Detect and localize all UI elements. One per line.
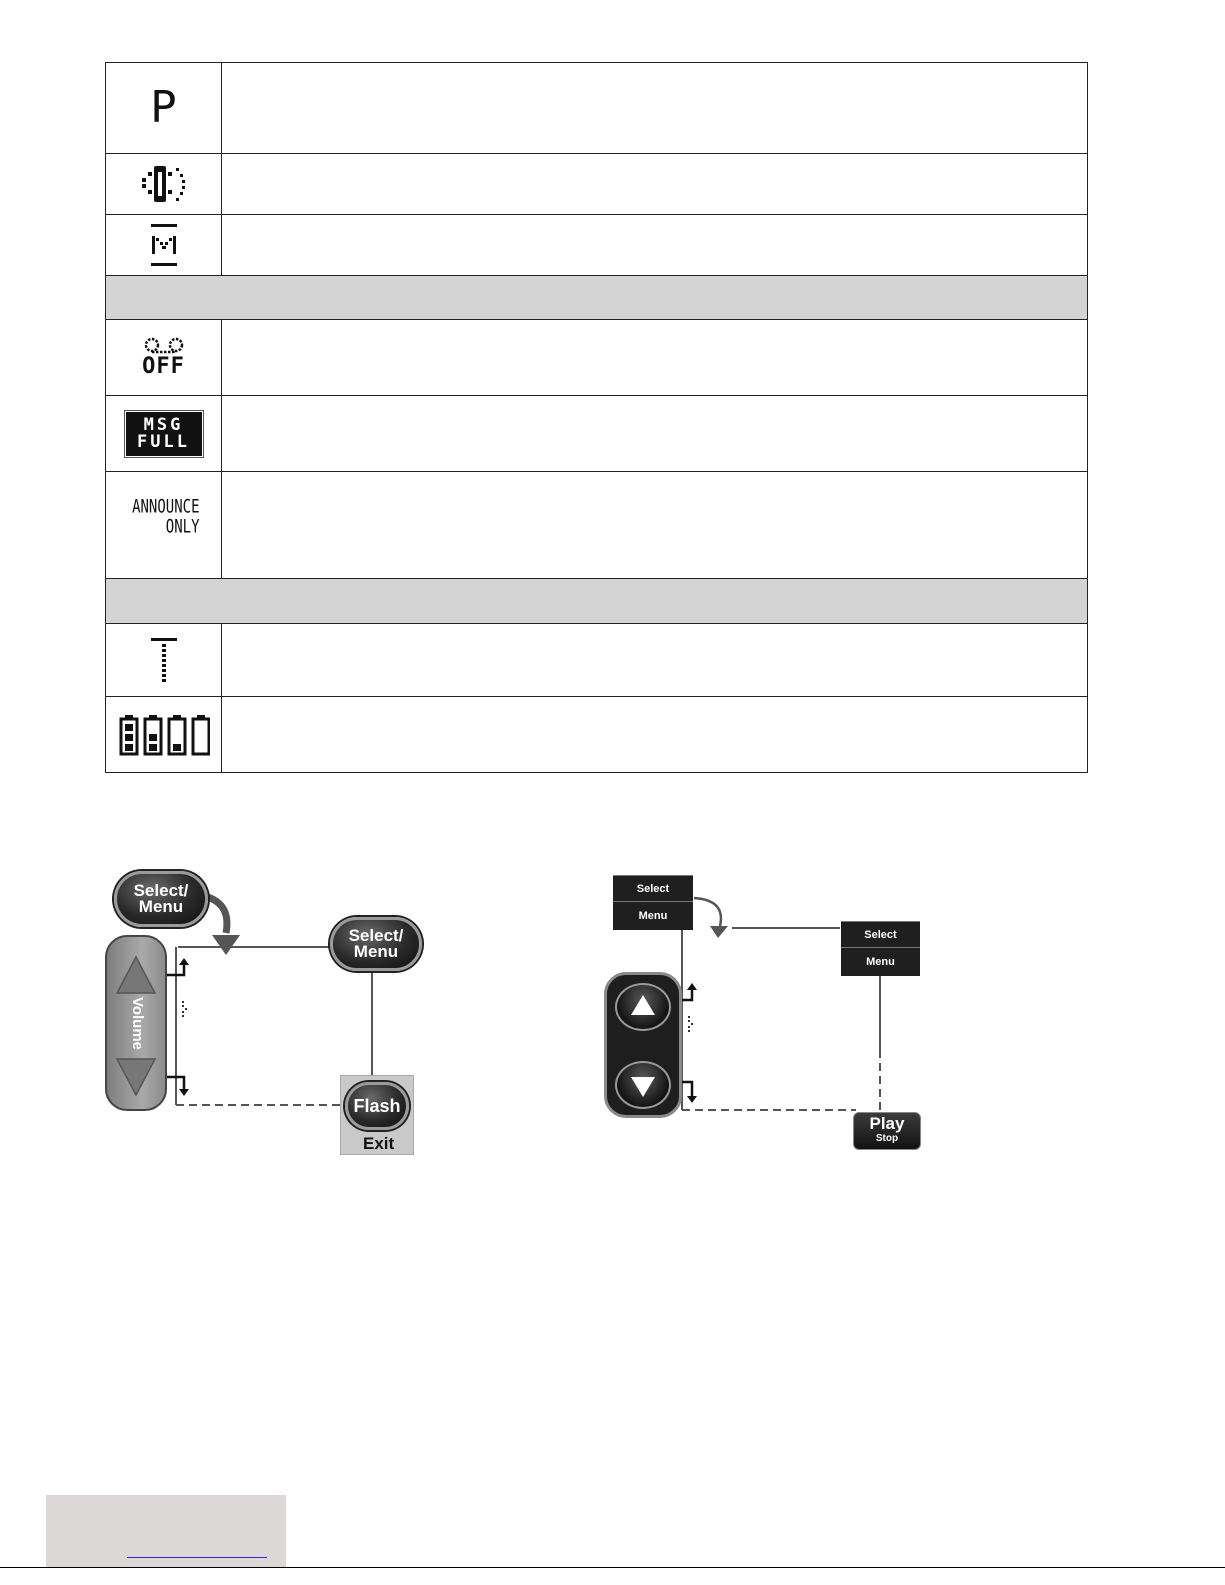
right-navigation-diagram — [600, 870, 930, 1160]
section-band — [106, 579, 1087, 624]
select-label: Select/ — [133, 881, 189, 900]
description-cell — [222, 215, 1087, 275]
p-icon: P — [150, 82, 177, 133]
table-row — [106, 320, 1087, 396]
full-label: FULL — [137, 431, 190, 452]
description-cell — [222, 624, 1087, 696]
section-band — [106, 276, 1087, 320]
select-menu-button[interactable] — [114, 871, 208, 927]
msg-label: MSG — [143, 414, 184, 435]
select-label: Select/ — [348, 926, 404, 945]
description-cell — [222, 396, 1087, 471]
announce-label: ANNOUNCE — [132, 496, 200, 518]
ringer-off-icon — [136, 162, 192, 206]
answering-machine-off-icon — [142, 337, 186, 378]
table-row — [106, 154, 1087, 215]
icon-cell — [106, 320, 222, 395]
description-cell — [222, 472, 1087, 578]
table-row — [106, 697, 1087, 773]
icon-reference-table — [105, 62, 1088, 773]
volume-label: Volume — [129, 996, 147, 1051]
menu-button-right[interactable]: Menu — [841, 947, 920, 976]
down-arrow-icon — [617, 1063, 669, 1107]
table-row — [106, 472, 1087, 579]
off-label: OFF — [142, 354, 185, 379]
battery-levels-icon — [118, 713, 210, 757]
stop-label: Stop — [875, 1133, 899, 1144]
menu-button[interactable]: Menu — [613, 901, 693, 930]
table-row — [106, 215, 1087, 276]
select-button-right[interactable]: Select — [841, 921, 920, 948]
description-cell — [222, 697, 1087, 772]
table-row — [106, 396, 1087, 472]
icon-cell — [106, 697, 222, 772]
volume-rocker[interactable] — [105, 935, 167, 1111]
flash-button[interactable] — [345, 1082, 409, 1130]
table-row — [106, 63, 1087, 154]
icon-cell — [106, 63, 222, 153]
icon-cell — [106, 215, 222, 275]
menu-label: Menu — [353, 942, 399, 961]
tape-icon — [142, 337, 186, 355]
play-label: Play — [869, 1114, 905, 1133]
table-row — [106, 624, 1087, 697]
select-button[interactable]: Select — [613, 875, 693, 902]
description-cell — [222, 63, 1087, 153]
description-cell — [222, 154, 1087, 214]
antenna-signal-icon — [149, 636, 179, 684]
menu-label: Menu — [138, 897, 184, 916]
flash-label: Flash — [353, 1096, 401, 1116]
icon-cell — [106, 624, 222, 696]
up-arrow-icon — [617, 985, 669, 1029]
down-button[interactable] — [615, 1061, 671, 1109]
message-full-icon — [126, 412, 202, 456]
left-navigation-diagram — [100, 865, 430, 1165]
navigation-rocker[interactable] — [604, 972, 682, 1118]
select-menu-button-right[interactable] — [330, 917, 422, 971]
description-cell — [222, 320, 1087, 395]
up-button[interactable] — [615, 983, 671, 1031]
footer-link-underline[interactable] — [127, 1557, 267, 1558]
icon-cell — [106, 396, 222, 471]
announce-only-icon — [128, 496, 200, 538]
icon-cell — [106, 472, 222, 578]
exit-label: Exit — [363, 1134, 395, 1153]
footer-rule — [0, 1567, 1225, 1568]
flash-exit-panel — [340, 1075, 414, 1155]
mute-icon — [149, 222, 179, 268]
only-label: ONLY — [165, 516, 200, 538]
play-stop-button[interactable] — [853, 1112, 921, 1150]
icon-cell — [106, 154, 222, 214]
